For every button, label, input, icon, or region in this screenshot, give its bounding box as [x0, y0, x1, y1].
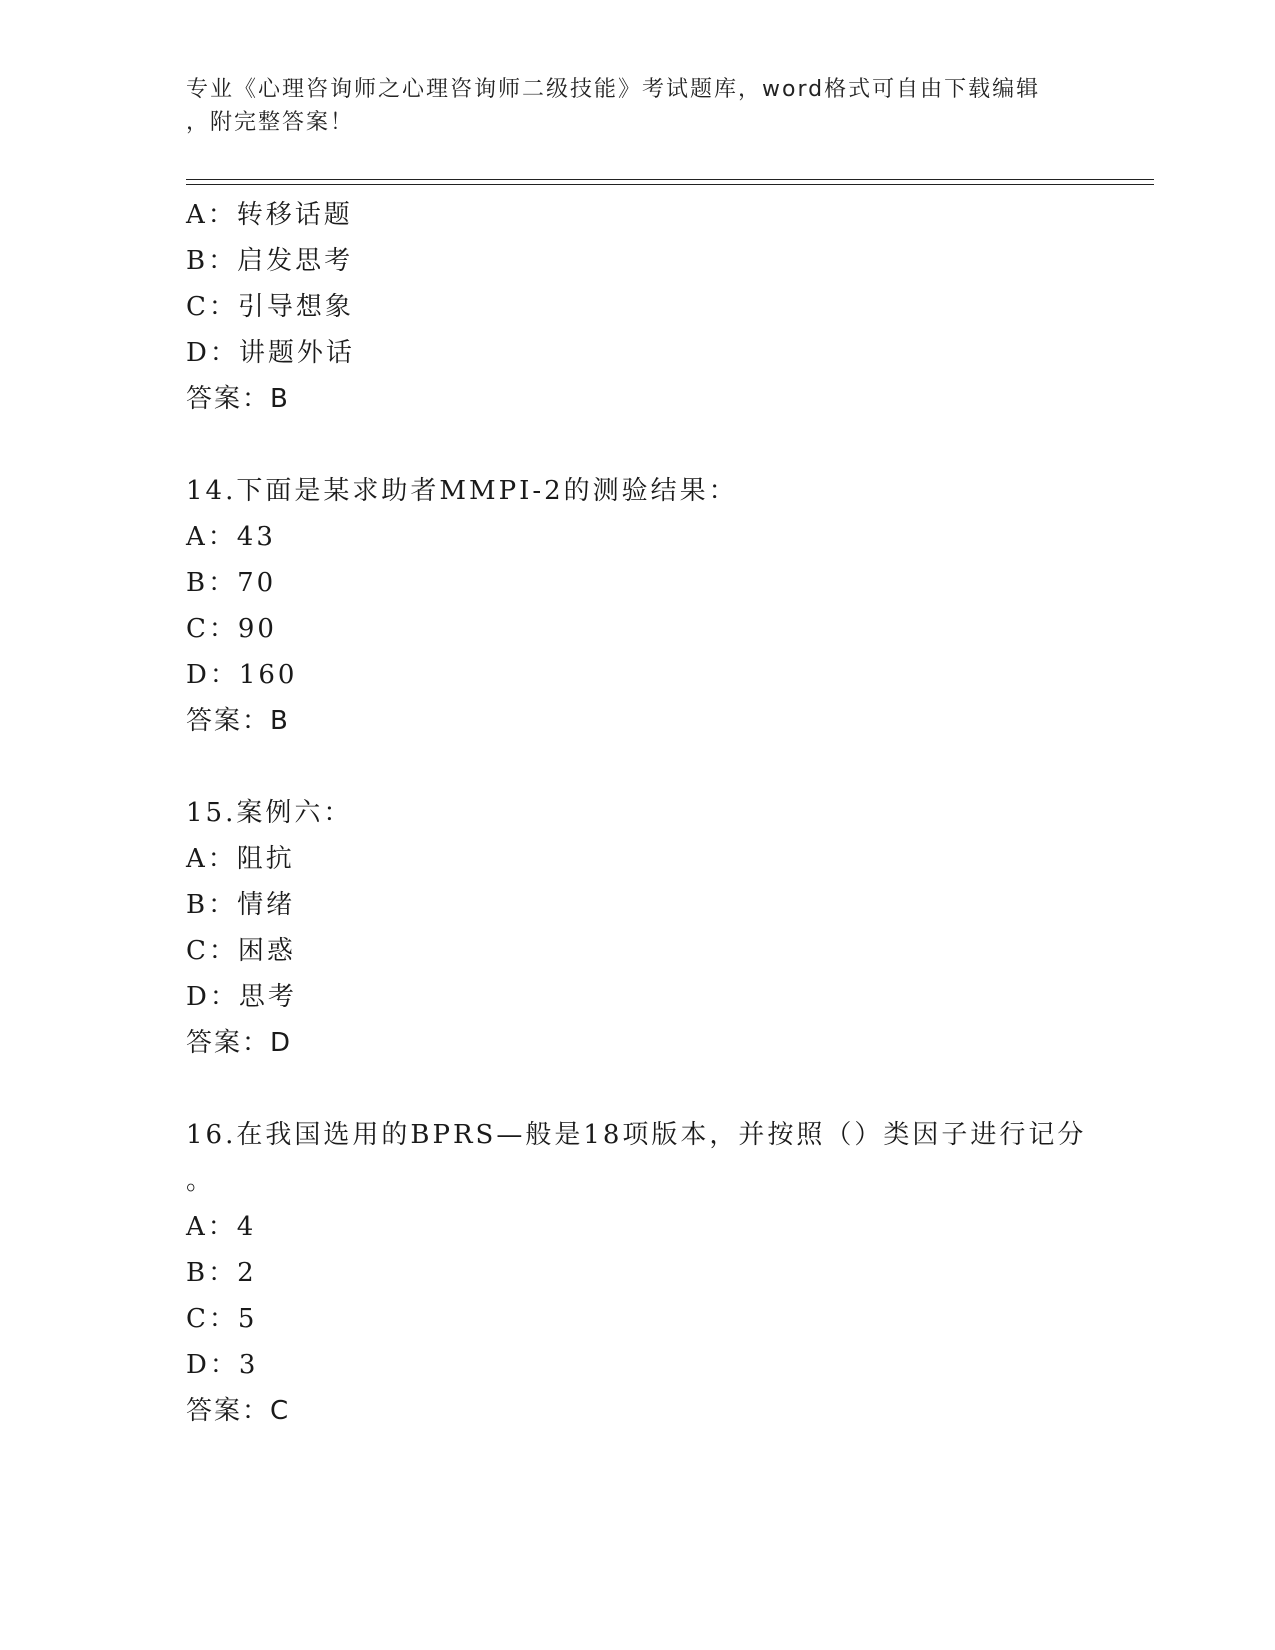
header-divider-bottom [186, 184, 1154, 185]
option-b: B：2 [186, 1258, 257, 1288]
question-stem: 15.案例六： [186, 798, 353, 828]
question-16 [186, 1112, 1087, 1434]
question-stem-continuation: 。 [186, 1166, 216, 1196]
question-stem: 16.在我国选用的BPRS—般是18项版本，并按照（）类因子进行记分 [186, 1120, 1087, 1150]
option-c: C：5 [186, 1304, 258, 1334]
option-c: C：引导想象 [186, 292, 354, 322]
spacer [186, 744, 1066, 790]
option-c: C：90 [186, 614, 277, 644]
answer-line: 答案：C [186, 1396, 291, 1426]
option-c: C：困惑 [186, 936, 296, 966]
answer-line: 答案：B [186, 706, 290, 736]
question-list [186, 192, 1087, 1434]
header-title-continuation: ，附完整答案！ [186, 110, 355, 135]
option-b: B：情绪 [186, 890, 296, 920]
option-a: A：43 [186, 522, 276, 552]
header-divider-top [186, 179, 1154, 180]
spacer [186, 1066, 1066, 1112]
option-d: D：160 [186, 660, 298, 690]
option-a: A：4 [186, 1212, 257, 1242]
answer-line: 答案：D [186, 1028, 293, 1058]
answer-line: 答案：B [186, 384, 290, 414]
question-14 [186, 468, 1066, 744]
spacer [186, 422, 1066, 468]
question-stem: 14.下面是某求助者MMPI-2的测验结果： [186, 476, 738, 506]
header-title-line: 专业《心理咨询师之心理咨询师二级技能》考试题库，word格式可自由下载编辑 [186, 77, 1041, 102]
option-d: D：3 [186, 1350, 259, 1380]
option-b: B：启发思考 [186, 246, 354, 276]
document-header [186, 73, 1066, 139]
option-b: B：70 [186, 568, 277, 598]
option-a: A：转移话题 [186, 200, 353, 230]
option-d: D：思考 [186, 982, 297, 1012]
option-d: D：讲题外话 [186, 338, 355, 368]
question-15 [186, 790, 1066, 1066]
question-13 [186, 192, 1066, 422]
option-a: A：阻抗 [186, 844, 295, 874]
